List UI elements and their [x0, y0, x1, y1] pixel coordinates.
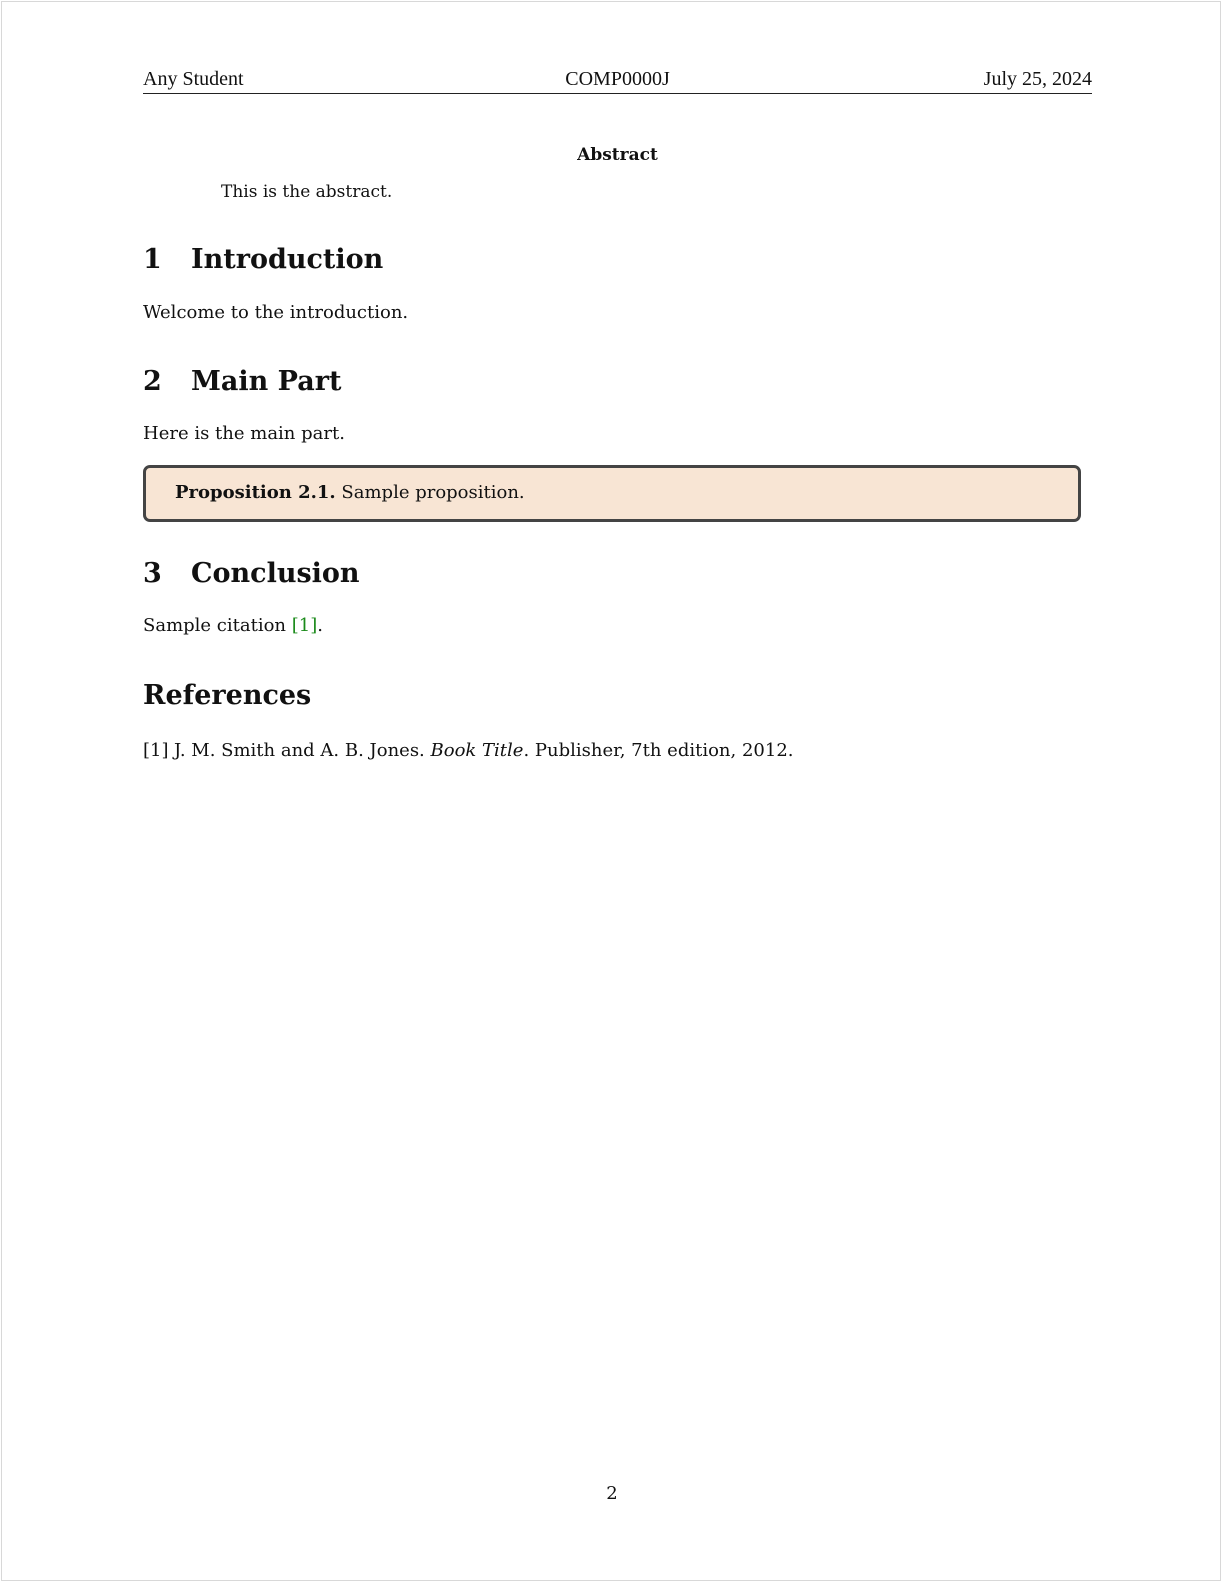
- page: [1, 1, 1221, 1581]
- proposition-body: Sample proposition.: [335, 482, 525, 503]
- conclusion-text: Sample citation: [143, 615, 292, 636]
- abstract-title: Abstract: [577, 145, 658, 165]
- header-course: COMP0000J: [565, 68, 670, 90]
- main-part-paragraph: Here is the main part.: [143, 423, 345, 444]
- section-title: Introduction: [191, 244, 384, 275]
- reference-details: . Publisher, 7th edition, 2012.: [523, 740, 794, 761]
- proposition-box: [143, 465, 1081, 522]
- proposition-label: Proposition 2.1.: [175, 482, 336, 503]
- section-heading-main-part: [143, 366, 341, 397]
- introduction-paragraph: Welcome to the introduction.: [143, 302, 409, 323]
- section-title: Conclusion: [191, 558, 360, 589]
- section-number: 2: [143, 366, 162, 397]
- section-number: 3: [143, 558, 162, 589]
- reference-number: [1]: [143, 740, 169, 761]
- conclusion-period: .: [317, 615, 323, 636]
- page-number: 2: [606, 1483, 618, 1504]
- header-date: July 25, 2024: [983, 68, 1092, 90]
- reference-item: [143, 740, 794, 761]
- section-heading-introduction: [143, 244, 383, 275]
- references-heading: References: [143, 680, 312, 711]
- reference-authors: J. M. Smith and A. B. Jones.: [174, 740, 431, 761]
- reference-title: Book Title: [430, 740, 524, 761]
- section-title: Main Part: [191, 366, 342, 397]
- section-number: 1: [143, 244, 162, 275]
- page-header: [143, 66, 1092, 94]
- citation-link[interactable]: [1]: [291, 615, 318, 636]
- proposition-text: [175, 482, 525, 503]
- header-author: Any Student: [143, 68, 244, 90]
- section-heading-conclusion: [143, 558, 360, 589]
- abstract-body: This is the abstract.: [221, 182, 393, 202]
- conclusion-paragraph: [143, 615, 323, 636]
